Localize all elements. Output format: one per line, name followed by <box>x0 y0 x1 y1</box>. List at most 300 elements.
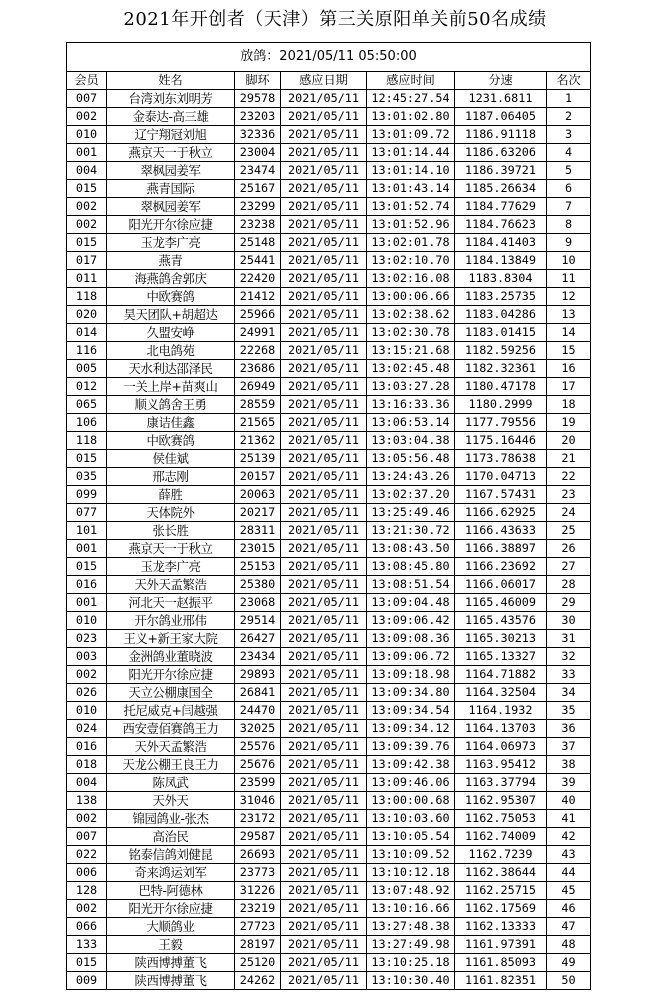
rank-cell: 21 <box>547 450 591 468</box>
member-cell: 015 <box>67 558 107 576</box>
ring-cell: 20063 <box>235 486 281 504</box>
date-cell: 2021/05/11 <box>281 810 367 828</box>
name-cell: 阳光开尔徐应捷 <box>107 900 235 918</box>
rank-cell: 45 <box>547 882 591 900</box>
speed-cell: 1162.38644 <box>455 864 547 882</box>
date-cell: 2021/05/11 <box>281 198 367 216</box>
speed-cell: 1175.16446 <box>455 432 547 450</box>
speed-cell: 1184.76623 <box>455 216 547 234</box>
table-row <box>67 774 591 792</box>
date-cell: 2021/05/11 <box>281 540 367 558</box>
date-cell: 2021/05/11 <box>281 216 367 234</box>
member-cell: 138 <box>67 792 107 810</box>
rank-cell: 46 <box>547 900 591 918</box>
name-cell: 康诘佳鑫 <box>107 414 235 432</box>
date-cell: 2021/05/11 <box>281 414 367 432</box>
speed-cell: 1187.06405 <box>455 108 547 126</box>
ring-cell: 32336 <box>235 126 281 144</box>
date-cell: 2021/05/11 <box>281 450 367 468</box>
member-cell: 010 <box>67 702 107 720</box>
name-cell: 玉龙李广亮 <box>107 558 235 576</box>
table-row <box>67 666 591 684</box>
speed-cell: 1173.78638 <box>455 450 547 468</box>
member-cell: 014 <box>67 324 107 342</box>
date-cell: 2021/05/11 <box>281 180 367 198</box>
speed-cell: 1163.95412 <box>455 756 547 774</box>
table-row <box>67 612 591 630</box>
time-cell: 13:01:43.14 <box>367 180 455 198</box>
date-cell: 2021/05/11 <box>281 630 367 648</box>
rank-cell: 6 <box>547 180 591 198</box>
rank-cell: 41 <box>547 810 591 828</box>
speed-cell: 1183.8304 <box>455 270 547 288</box>
speed-cell: 1184.41403 <box>455 234 547 252</box>
rank-cell: 50 <box>547 972 591 990</box>
table-row <box>67 594 591 612</box>
time-cell: 13:07:48.92 <box>367 882 455 900</box>
date-cell: 2021/05/11 <box>281 756 367 774</box>
results-table <box>66 42 591 990</box>
speed-cell: 1184.13849 <box>455 252 547 270</box>
name-cell: 阳光开尔徐应捷 <box>107 666 235 684</box>
name-cell: 侯佳斌 <box>107 450 235 468</box>
member-cell: 018 <box>67 756 107 774</box>
table-row <box>67 396 591 414</box>
time-cell: 13:10:12.18 <box>367 864 455 882</box>
time-cell: 13:01:09.72 <box>367 126 455 144</box>
name-cell: 燕青 <box>107 252 235 270</box>
table-row <box>67 126 591 144</box>
name-cell: 铭泰信鸽刘健昆 <box>107 846 235 864</box>
table-row <box>67 702 591 720</box>
member-cell: 003 <box>67 648 107 666</box>
ring-cell: 23219 <box>235 900 281 918</box>
ring-cell: 28197 <box>235 936 281 954</box>
ring-cell: 23474 <box>235 162 281 180</box>
member-cell: 118 <box>67 288 107 306</box>
rank-cell: 36 <box>547 720 591 738</box>
member-cell: 002 <box>67 198 107 216</box>
ring-cell: 29514 <box>235 612 281 630</box>
ring-cell: 29578 <box>235 90 281 108</box>
table-row <box>67 378 591 396</box>
time-cell: 13:10:09.52 <box>367 846 455 864</box>
table-row <box>67 432 591 450</box>
ring-cell: 24262 <box>235 972 281 990</box>
table-row <box>67 954 591 972</box>
rank-cell: 19 <box>547 414 591 432</box>
member-cell: 026 <box>67 684 107 702</box>
speed-cell: 1162.13333 <box>455 918 547 936</box>
name-cell: 天外天孟繁浩 <box>107 738 235 756</box>
time-cell: 13:02:45.48 <box>367 360 455 378</box>
time-cell: 13:09:39.76 <box>367 738 455 756</box>
rank-cell: 11 <box>547 270 591 288</box>
speed-cell: 1165.30213 <box>455 630 547 648</box>
time-cell: 13:05:56.48 <box>367 450 455 468</box>
speed-cell: 1182.32361 <box>455 360 547 378</box>
rank-cell: 9 <box>547 234 591 252</box>
table-row <box>67 486 591 504</box>
time-cell: 13:10:05.54 <box>367 828 455 846</box>
speed-cell: 1167.57431 <box>455 486 547 504</box>
date-cell: 2021/05/11 <box>281 864 367 882</box>
ring-cell: 32025 <box>235 720 281 738</box>
date-cell: 2021/05/11 <box>281 612 367 630</box>
rank-cell: 32 <box>547 648 591 666</box>
member-cell: 020 <box>67 306 107 324</box>
rank-cell: 13 <box>547 306 591 324</box>
rank-cell: 48 <box>547 936 591 954</box>
rank-cell: 8 <box>547 216 591 234</box>
name-cell: 天龙公棚王良王力 <box>107 756 235 774</box>
speed-cell: 1186.39721 <box>455 162 547 180</box>
name-cell: 台湾刘东刘明芳 <box>107 90 235 108</box>
name-cell: 翠枫园姜军 <box>107 162 235 180</box>
ring-cell: 24470 <box>235 702 281 720</box>
speed-cell: 1180.2999 <box>455 396 547 414</box>
table-row <box>67 468 591 486</box>
date-cell: 2021/05/11 <box>281 468 367 486</box>
rank-cell: 7 <box>547 198 591 216</box>
member-cell: 002 <box>67 900 107 918</box>
member-cell: 106 <box>67 414 107 432</box>
date-cell: 2021/05/11 <box>281 954 367 972</box>
header-member: 会员 <box>67 72 107 90</box>
date-cell: 2021/05/11 <box>281 162 367 180</box>
time-cell: 13:06:53.14 <box>367 414 455 432</box>
page-title: 2021年开创者（天津）第三关原阳单关前50名成绩 <box>123 9 547 30</box>
ring-cell: 25676 <box>235 756 281 774</box>
speed-cell: 1162.75053 <box>455 810 547 828</box>
table-row <box>67 558 591 576</box>
time-cell: 13:24:43.26 <box>367 468 455 486</box>
rank-cell: 40 <box>547 792 591 810</box>
member-cell: 002 <box>67 108 107 126</box>
member-cell: 004 <box>67 774 107 792</box>
speed-cell: 1185.26634 <box>455 180 547 198</box>
release-time: 放鸽：2021/05/11 05:50:00 <box>67 43 591 72</box>
rank-cell: 31 <box>547 630 591 648</box>
speed-cell: 1166.38897 <box>455 540 547 558</box>
member-cell: 024 <box>67 720 107 738</box>
time-cell: 13:09:42.38 <box>367 756 455 774</box>
speed-cell: 1164.32504 <box>455 684 547 702</box>
ring-cell: 26841 <box>235 684 281 702</box>
name-cell: 顺义鸽舍王勇 <box>107 396 235 414</box>
rank-cell: 18 <box>547 396 591 414</box>
table-row <box>67 180 591 198</box>
member-cell: 002 <box>67 216 107 234</box>
ring-cell: 23068 <box>235 594 281 612</box>
ring-cell: 21362 <box>235 432 281 450</box>
table-row <box>67 648 591 666</box>
time-cell: 13:09:06.72 <box>367 648 455 666</box>
name-cell: 中欧赛鸽 <box>107 432 235 450</box>
name-cell: 燕青国际 <box>107 180 235 198</box>
time-cell: 13:09:08.36 <box>367 630 455 648</box>
date-cell: 2021/05/11 <box>281 828 367 846</box>
speed-cell: 1162.25715 <box>455 882 547 900</box>
release-time-row <box>67 43 591 72</box>
date-cell: 2021/05/11 <box>281 324 367 342</box>
ring-cell: 23299 <box>235 198 281 216</box>
date-cell: 2021/05/11 <box>281 792 367 810</box>
time-cell: 13:01:52.96 <box>367 216 455 234</box>
speed-cell: 1164.71882 <box>455 666 547 684</box>
member-cell: 005 <box>67 360 107 378</box>
name-cell: 燕京天一于秋立 <box>107 144 235 162</box>
speed-cell: 1162.17569 <box>455 900 547 918</box>
ring-cell: 23434 <box>235 648 281 666</box>
table-row <box>67 864 591 882</box>
table-row <box>67 522 591 540</box>
time-cell: 13:02:30.78 <box>367 324 455 342</box>
date-cell: 2021/05/11 <box>281 108 367 126</box>
speed-cell: 1166.43633 <box>455 522 547 540</box>
time-cell: 13:08:43.50 <box>367 540 455 558</box>
speed-cell: 1183.01415 <box>455 324 547 342</box>
speed-cell: 1165.46009 <box>455 594 547 612</box>
ring-cell: 31226 <box>235 882 281 900</box>
time-cell: 12:45:27.54 <box>367 90 455 108</box>
member-cell: 004 <box>67 162 107 180</box>
date-cell: 2021/05/11 <box>281 504 367 522</box>
ring-cell: 22420 <box>235 270 281 288</box>
time-cell: 13:00:06.66 <box>367 288 455 306</box>
date-cell: 2021/05/11 <box>281 252 367 270</box>
speed-cell: 1161.97391 <box>455 936 547 954</box>
rank-cell: 17 <box>547 378 591 396</box>
ring-cell: 25380 <box>235 576 281 594</box>
rank-cell: 38 <box>547 756 591 774</box>
member-cell: 017 <box>67 252 107 270</box>
table-row <box>67 252 591 270</box>
speed-cell: 1170.04713 <box>455 468 547 486</box>
date-cell: 2021/05/11 <box>281 486 367 504</box>
name-cell: 阳光开尔徐应捷 <box>107 216 235 234</box>
member-cell: 016 <box>67 576 107 594</box>
speed-cell: 1161.85093 <box>455 954 547 972</box>
time-cell: 13:00:00.68 <box>367 792 455 810</box>
time-cell: 13:01:14.10 <box>367 162 455 180</box>
name-cell: 陕西博搏董飞 <box>107 954 235 972</box>
name-cell: 陕西博搏董飞 <box>107 972 235 990</box>
table-row <box>67 198 591 216</box>
table-row <box>67 144 591 162</box>
table-row <box>67 414 591 432</box>
ring-cell: 25120 <box>235 954 281 972</box>
speed-cell: 1164.06973 <box>455 738 547 756</box>
name-cell: 北电鸽苑 <box>107 342 235 360</box>
member-cell: 011 <box>67 270 107 288</box>
rank-cell: 30 <box>547 612 591 630</box>
member-cell: 006 <box>67 864 107 882</box>
date-cell: 2021/05/11 <box>281 720 367 738</box>
table-row <box>67 306 591 324</box>
speed-cell: 1186.91118 <box>455 126 547 144</box>
rank-cell: 2 <box>547 108 591 126</box>
ring-cell: 21412 <box>235 288 281 306</box>
ring-cell: 28559 <box>235 396 281 414</box>
date-cell: 2021/05/11 <box>281 432 367 450</box>
rank-cell: 34 <box>547 684 591 702</box>
date-cell: 2021/05/11 <box>281 522 367 540</box>
ring-cell: 26949 <box>235 378 281 396</box>
time-cell: 13:09:46.06 <box>367 774 455 792</box>
member-cell: 009 <box>67 972 107 990</box>
rank-cell: 24 <box>547 504 591 522</box>
speed-cell: 1183.25735 <box>455 288 547 306</box>
name-cell: 张长胜 <box>107 522 235 540</box>
rank-cell: 42 <box>547 828 591 846</box>
table-row <box>67 360 591 378</box>
speed-cell: 1166.62925 <box>455 504 547 522</box>
date-cell: 2021/05/11 <box>281 882 367 900</box>
time-cell: 13:09:34.54 <box>367 702 455 720</box>
table-row <box>67 108 591 126</box>
time-cell: 13:10:03.60 <box>367 810 455 828</box>
table-row <box>67 540 591 558</box>
ring-cell: 23172 <box>235 810 281 828</box>
date-cell: 2021/05/11 <box>281 342 367 360</box>
ring-cell: 25153 <box>235 558 281 576</box>
date-cell: 2021/05/11 <box>281 666 367 684</box>
ring-cell: 28311 <box>235 522 281 540</box>
time-cell: 13:02:37.20 <box>367 486 455 504</box>
name-cell: 高治民 <box>107 828 235 846</box>
speed-cell: 1162.7239 <box>455 846 547 864</box>
name-cell: 西安壹佰赛鸽王力 <box>107 720 235 738</box>
speed-cell: 1180.47178 <box>455 378 547 396</box>
ring-cell: 31046 <box>235 792 281 810</box>
time-cell: 13:27:49.98 <box>367 936 455 954</box>
ring-cell: 25167 <box>235 180 281 198</box>
ring-cell: 24991 <box>235 324 281 342</box>
rank-cell: 37 <box>547 738 591 756</box>
time-cell: 13:09:34.12 <box>367 720 455 738</box>
time-cell: 13:03:04.38 <box>367 432 455 450</box>
name-cell: 开尔鸽业邢伟 <box>107 612 235 630</box>
time-cell: 13:03:27.28 <box>367 378 455 396</box>
member-cell: 101 <box>67 522 107 540</box>
ring-cell: 25148 <box>235 234 281 252</box>
header-date: 感应日期 <box>281 72 367 90</box>
ring-cell: 22268 <box>235 342 281 360</box>
member-cell: 007 <box>67 828 107 846</box>
table-row <box>67 936 591 954</box>
name-cell: 陈凤武 <box>107 774 235 792</box>
rank-cell: 4 <box>547 144 591 162</box>
ring-cell: 23686 <box>235 360 281 378</box>
name-cell: 辽宁翔冠刘旭 <box>107 126 235 144</box>
rank-cell: 39 <box>547 774 591 792</box>
date-cell: 2021/05/11 <box>281 738 367 756</box>
member-cell: 099 <box>67 486 107 504</box>
name-cell: 天立公棚康国全 <box>107 684 235 702</box>
ring-cell: 25576 <box>235 738 281 756</box>
member-cell: 035 <box>67 468 107 486</box>
name-cell: 奇来鸿运刘军 <box>107 864 235 882</box>
header-row <box>67 72 591 90</box>
ring-cell: 26427 <box>235 630 281 648</box>
name-cell: 昊天团队+胡超达 <box>107 306 235 324</box>
speed-cell: 1165.13327 <box>455 648 547 666</box>
date-cell: 2021/05/11 <box>281 558 367 576</box>
name-cell: 大顺鸽业 <box>107 918 235 936</box>
date-cell: 2021/05/11 <box>281 396 367 414</box>
name-cell: 天外天 <box>107 792 235 810</box>
time-cell: 13:25:49.46 <box>367 504 455 522</box>
speed-cell: 1166.06017 <box>455 576 547 594</box>
rank-cell: 23 <box>547 486 591 504</box>
header-ring: 脚环 <box>235 72 281 90</box>
speed-cell: 1182.59256 <box>455 342 547 360</box>
rank-cell: 5 <box>547 162 591 180</box>
ring-cell: 25966 <box>235 306 281 324</box>
table-row <box>67 738 591 756</box>
header-rank: 名次 <box>547 72 591 90</box>
name-cell: 金洲鸽业董晓波 <box>107 648 235 666</box>
table-row <box>67 846 591 864</box>
date-cell: 2021/05/11 <box>281 936 367 954</box>
speed-cell: 1164.13703 <box>455 720 547 738</box>
rank-cell: 20 <box>547 432 591 450</box>
rank-cell: 43 <box>547 846 591 864</box>
speed-cell: 1163.37794 <box>455 774 547 792</box>
speed-cell: 1183.04286 <box>455 306 547 324</box>
header-speed: 分速 <box>455 72 547 90</box>
date-cell: 2021/05/11 <box>281 126 367 144</box>
table-row <box>67 450 591 468</box>
rank-cell: 35 <box>547 702 591 720</box>
member-cell: 002 <box>67 666 107 684</box>
member-cell: 077 <box>67 504 107 522</box>
name-cell: 王义+新王家大院 <box>107 630 235 648</box>
table-row <box>67 918 591 936</box>
member-cell: 066 <box>67 918 107 936</box>
name-cell: 天外天孟繁浩 <box>107 576 235 594</box>
table-row <box>67 288 591 306</box>
member-cell: 015 <box>67 450 107 468</box>
rank-cell: 33 <box>547 666 591 684</box>
name-cell: 王毅 <box>107 936 235 954</box>
time-cell: 13:02:10.70 <box>367 252 455 270</box>
date-cell: 2021/05/11 <box>281 576 367 594</box>
name-cell: 久盟安峥 <box>107 324 235 342</box>
time-cell: 13:01:52.74 <box>367 198 455 216</box>
rank-cell: 16 <box>547 360 591 378</box>
rank-cell: 15 <box>547 342 591 360</box>
date-cell: 2021/05/11 <box>281 900 367 918</box>
time-cell: 13:08:45.80 <box>367 558 455 576</box>
member-cell: 116 <box>67 342 107 360</box>
speed-cell: 1162.74009 <box>455 828 547 846</box>
member-cell: 001 <box>67 594 107 612</box>
rank-cell: 44 <box>547 864 591 882</box>
time-cell: 13:10:16.66 <box>367 900 455 918</box>
member-cell: 010 <box>67 612 107 630</box>
table-row <box>67 234 591 252</box>
ring-cell: 25139 <box>235 450 281 468</box>
rank-cell: 12 <box>547 288 591 306</box>
rank-cell: 25 <box>547 522 591 540</box>
name-cell: 金泰达-高三雄 <box>107 108 235 126</box>
rank-cell: 22 <box>547 468 591 486</box>
member-cell: 007 <box>67 90 107 108</box>
table-row <box>67 756 591 774</box>
time-cell: 13:10:25.18 <box>367 954 455 972</box>
